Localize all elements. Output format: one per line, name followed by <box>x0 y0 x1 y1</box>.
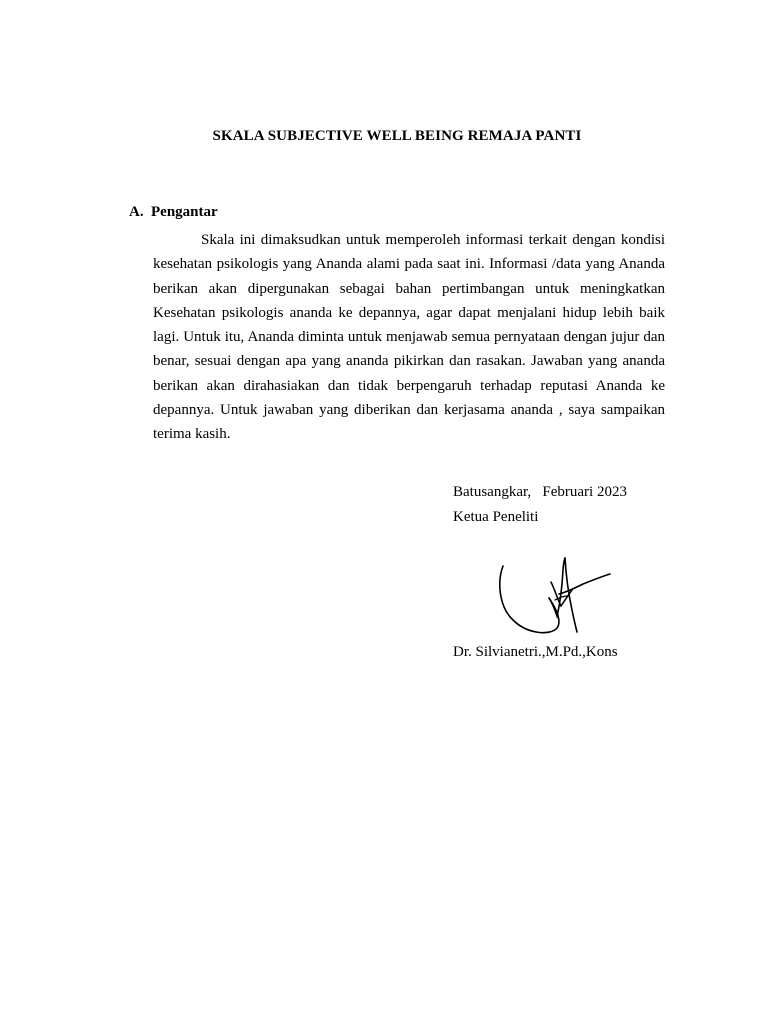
signer-name: Dr. Silvianetri.,M.Pd.,Kons <box>453 644 618 660</box>
signer-role: Ketua Peneliti <box>453 508 539 525</box>
intro-paragraph: Skala ini dimaksudkan untuk memperoleh informasi terkait dengan kondisi kesehatan psikologis yang Ananda alami pada saat ini. Informasi /data yang Ananda berikan akan dipergunakan sebagai bahan pertimbangan untuk meningkatkan Kesehatan psikologis ananda ke depannya, agar dapat menjalani hidup lebih baik lagi. Untuk itu, Ananda diminta untuk menjawab semua pernyataan dengan jujur dan benar, sesuai dengan apa yang ananda pikirkan dan rasakan. Jawaban yang ananda berikan akan dirahasiakan dan tidak berpengaruh terhadap reputasi Ananda ke depannya. Untuk jawaban yang diberikan dan kerjasama ananda , saya sampaikan terima kasih. <box>153 232 665 443</box>
section-heading-label: Pengantar <box>151 204 218 220</box>
place-date: Batusangkar, Februari 2023 <box>453 484 627 500</box>
document-title: SKALA SUBJECTIVE WELL BEING REMAJA PANTI <box>212 128 582 144</box>
section-heading <box>129 204 218 221</box>
closing-block <box>453 480 627 529</box>
section-letter: A. <box>129 204 144 220</box>
handwritten-signature <box>495 552 617 640</box>
